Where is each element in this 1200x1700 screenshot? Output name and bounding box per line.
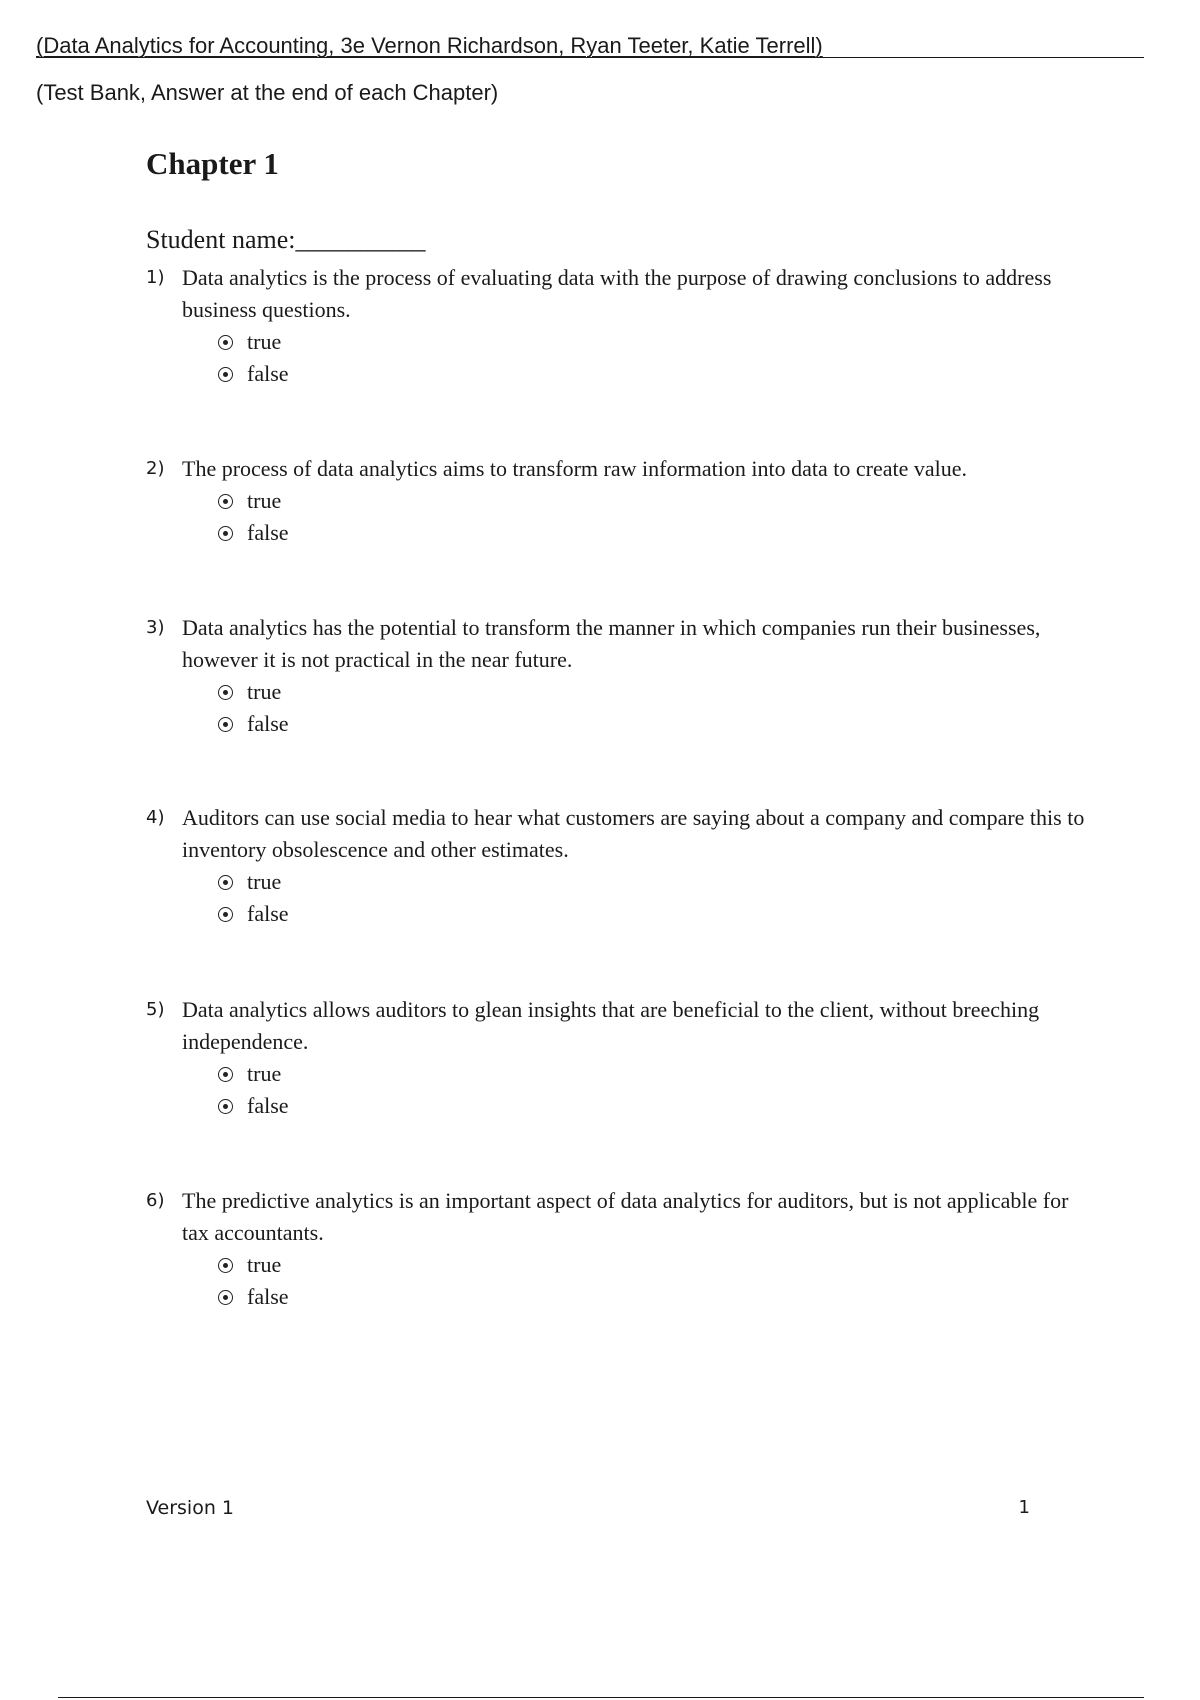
radio-button-icon[interactable] [218,367,233,382]
option-label: true [247,488,282,513]
radio-button-icon[interactable] [218,717,233,732]
option-label: true [247,679,282,704]
question-6 [146,1185,1086,1313]
option-false[interactable] [218,1281,1086,1313]
option-false[interactable] [218,708,1086,740]
question-text: Data analytics has the potential to transform the manner in which companies run their businesses, however it is not practical in the near future. [182,615,1041,672]
question-number: 4) [146,807,165,828]
bottom-rule [58,1697,1144,1698]
book-title: (Data Analytics for Accounting, 3e Vernon Richardson, Ryan Teeter, Katie Terrell) [36,33,823,58]
option-label: false [247,711,289,736]
radio-button-icon[interactable] [218,1067,233,1082]
radio-button-icon[interactable] [218,335,233,350]
question-3 [146,612,1086,740]
question-text: Auditors can use social media to hear what customers are saying about a company and compare this to inventory obsolescence and other estimates. [182,805,1085,862]
option-true[interactable] [218,866,1086,898]
radio-button-icon[interactable] [218,526,233,541]
option-label: true [247,1061,282,1086]
radio-button-icon[interactable] [218,875,233,890]
question-number: 2) [146,458,165,479]
question-text: The process of data analytics aims to transform raw information into data to create value. [182,456,967,481]
question-text: The predictive analytics is an important aspect of data analytics for auditors, but is not applicable for tax accountants. [182,1188,1069,1245]
option-label: false [247,520,289,545]
option-true[interactable] [218,676,1086,708]
option-true[interactable] [218,1058,1086,1090]
question-number: 1) [146,267,165,288]
title-rule [36,57,1144,58]
question-2 [146,453,1086,549]
option-false[interactable] [218,1090,1086,1122]
question-text: Data analytics allows auditors to glean insights that are beneficial to the client, without breeching independence. [182,997,1040,1054]
chapter-title: Chapter 1 [146,146,279,181]
option-label: false [247,1284,289,1309]
question-number: 3) [146,617,165,638]
option-true[interactable] [218,326,1086,358]
question-5 [146,994,1086,1122]
footer-version: Version 1 [146,1497,234,1519]
option-label: true [247,1252,282,1277]
student-name-label: Student name:__________ [146,225,426,254]
option-false[interactable] [218,358,1086,390]
option-false[interactable] [218,517,1086,549]
radio-button-icon[interactable] [218,1099,233,1114]
subtitle: (Test Bank, Answer at the end of each Chapter) [36,80,499,105]
option-label: true [247,329,282,354]
radio-button-icon[interactable] [218,494,233,509]
option-true[interactable] [218,485,1086,517]
option-true[interactable] [218,1249,1086,1281]
question-1 [146,262,1086,390]
option-label: false [247,361,289,386]
radio-button-icon[interactable] [218,1290,233,1305]
radio-button-icon[interactable] [218,685,233,700]
option-label: true [247,869,282,894]
question-number: 6) [146,1190,165,1211]
option-label: false [247,1093,289,1118]
option-label: false [247,901,289,926]
question-4 [146,802,1086,930]
footer-page-number: 1 [1018,1497,1030,1518]
radio-button-icon[interactable] [218,907,233,922]
question-text: Data analytics is the process of evaluating data with the purpose of drawing conclusions to address business questions. [182,265,1052,322]
option-false[interactable] [218,898,1086,930]
radio-button-icon[interactable] [218,1258,233,1273]
question-number: 5) [146,999,165,1020]
